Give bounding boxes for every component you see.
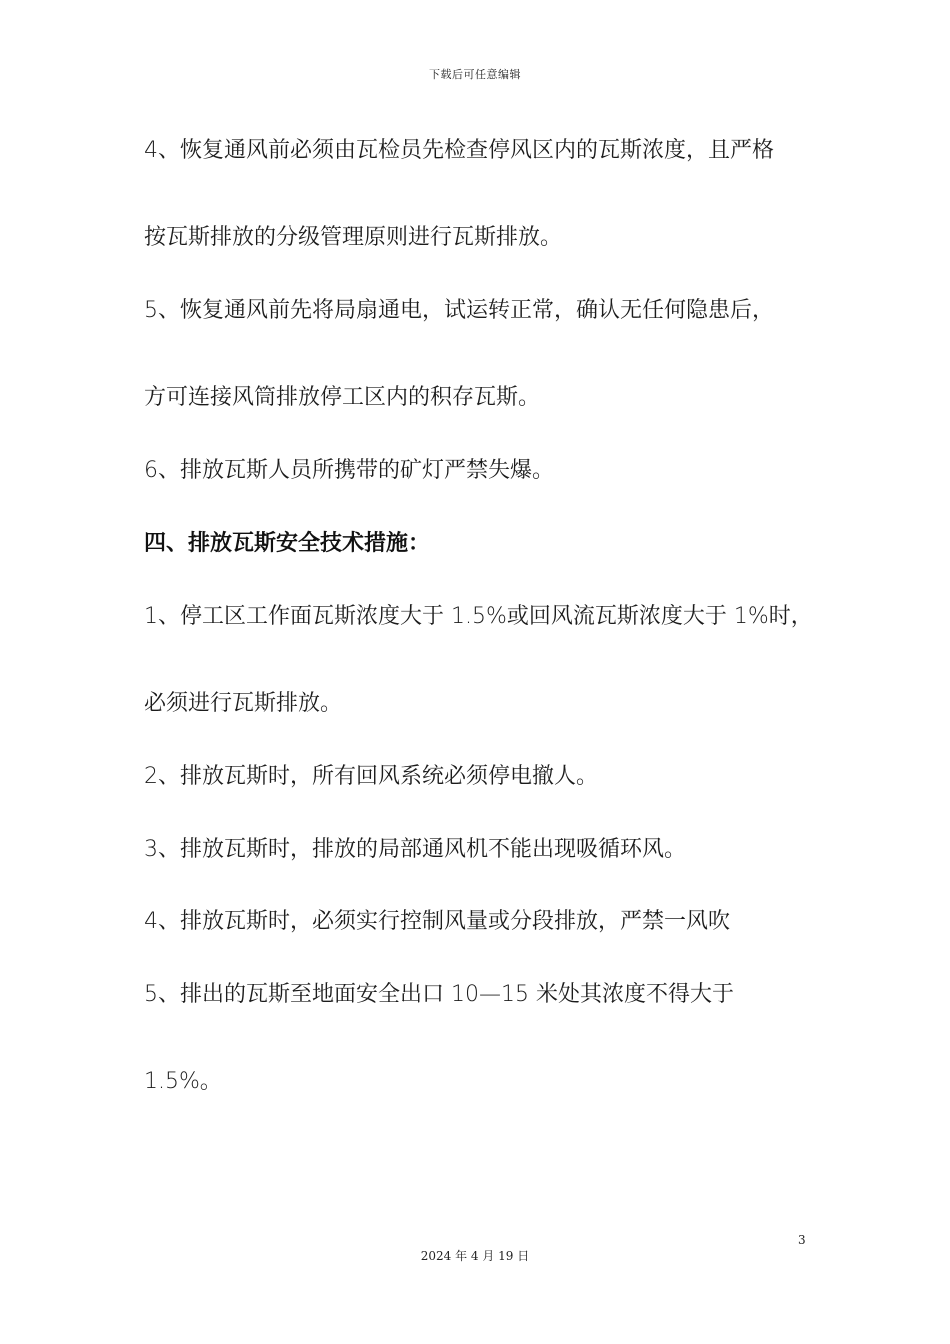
body-line: 5、恢复通风前先将局扇通电，试运转正常，确认无任何隐患后， — [144, 298, 774, 323]
body-line: 4、恢复通风前必须由瓦检员先检查停风区内的瓦斯浓度，且严格 — [144, 138, 774, 163]
body-line: 3、排放瓦斯时，排放的局部通风机不能出现吸循环风。 — [144, 837, 686, 862]
page-number: 3 — [798, 1233, 806, 1247]
body-line: 5、排出的瓦斯至地面安全出口 10—15 米处其浓度不得大于 — [144, 982, 734, 1007]
footer-date: 2024 年 4 月 19 日 — [420, 1249, 530, 1263]
body-line: 1.5%。 — [144, 1069, 222, 1094]
body-line: 方可连接风筒排放停工区内的积存瓦斯。 — [144, 385, 541, 410]
body-line: 必须进行瓦斯排放。 — [144, 691, 343, 716]
body-line: 6、排放瓦斯人员所携带的矿灯严禁失爆。 — [144, 458, 554, 483]
body-line: 2、排放瓦斯时，所有回风系统必须停电撤人。 — [144, 764, 598, 789]
body-line: 4、排放瓦斯时，必须实行控制风量或分段排放，严禁一风吹 — [144, 909, 730, 934]
body-line: 按瓦斯排放的分级管理原则进行瓦斯排放。 — [144, 225, 563, 250]
header-note: 下载后可任意编辑 — [429, 68, 521, 81]
section-heading: 四、排放瓦斯安全技术措施： — [144, 531, 431, 556]
body-line: 1、停工区工作面瓦斯浓度大于 1.5%或回风流瓦斯浓度大于 1%时， — [144, 604, 813, 629]
